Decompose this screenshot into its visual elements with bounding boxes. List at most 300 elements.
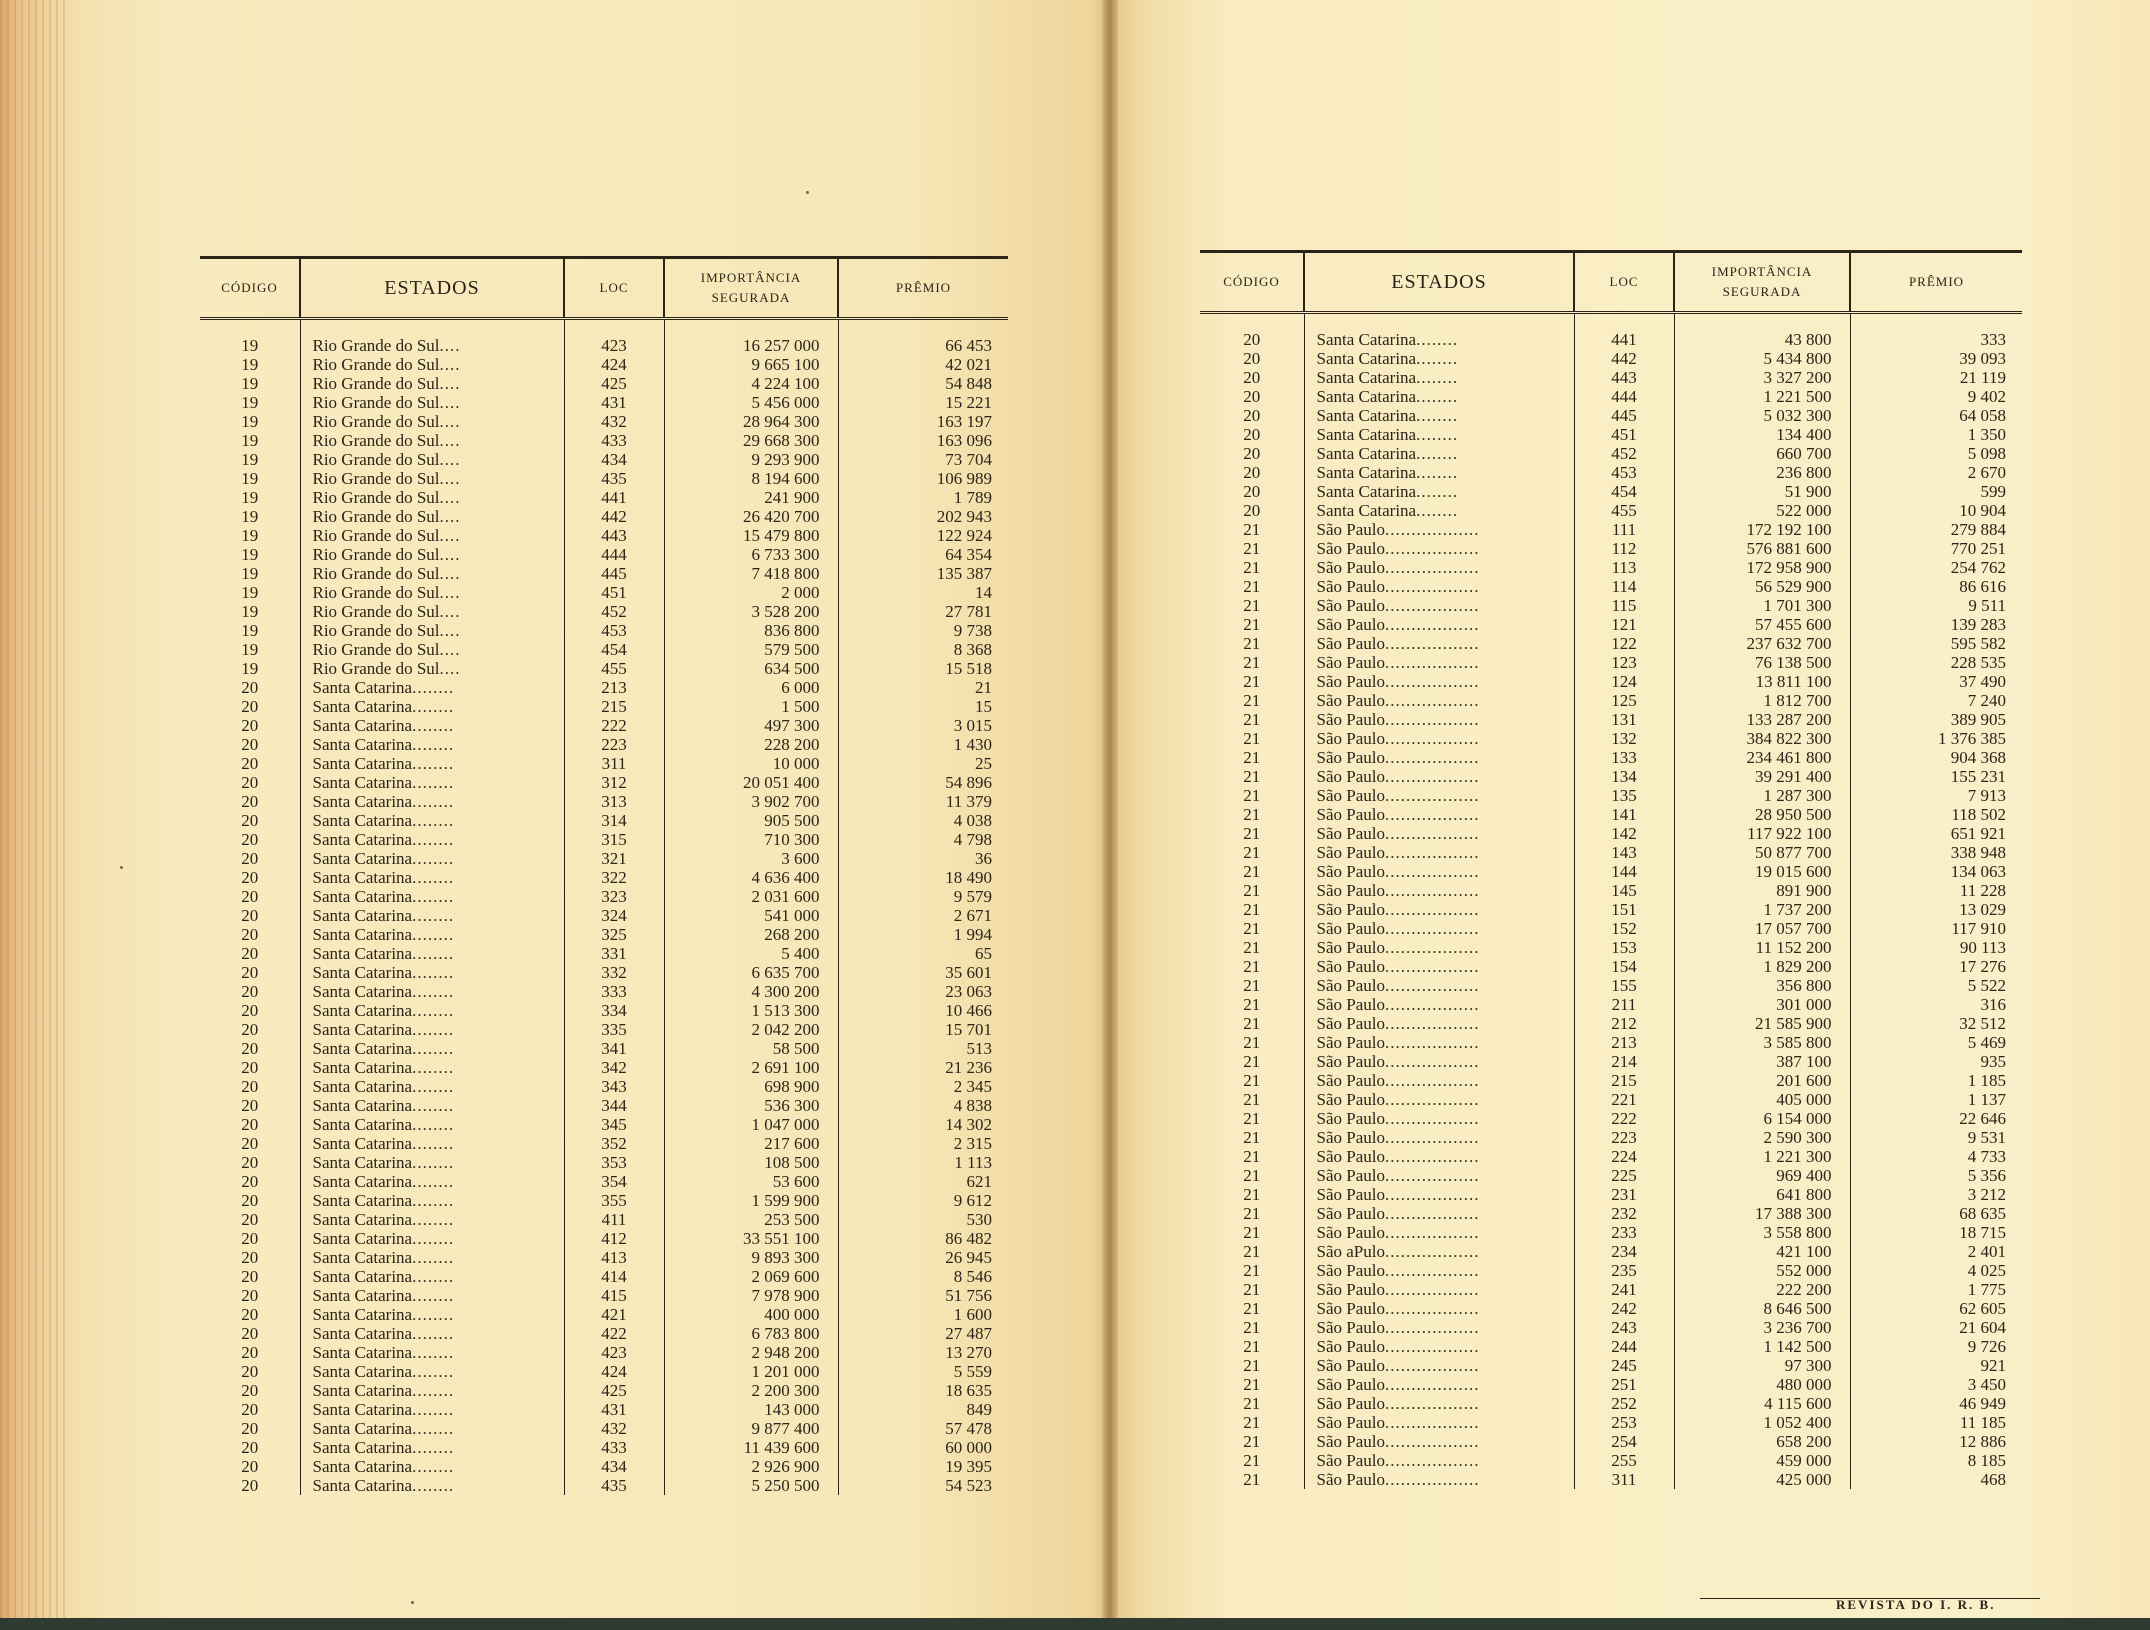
row-codigo: 19	[200, 602, 300, 621]
leader-dots: ........	[412, 1058, 455, 1077]
row-importancia: 76 138 500	[1674, 653, 1850, 672]
leader-dots: ..................	[1384, 1451, 1480, 1470]
row-premio: 163 197	[936, 412, 992, 431]
table-row	[200, 1153, 1008, 1172]
row-premio: 333	[1980, 330, 2006, 349]
leader-dots: ........	[412, 1020, 455, 1039]
table-row	[1200, 406, 2022, 425]
row-importancia: 236 800	[1674, 463, 1850, 482]
row-loc: 214	[1574, 1052, 1674, 1071]
row-premio: 54 523	[945, 1476, 992, 1495]
row-codigo: 20	[200, 830, 300, 849]
row-premio: 122 924	[936, 526, 992, 545]
row-premio: 1 600	[953, 1305, 992, 1324]
state-name: Santa Catarina	[312, 1210, 413, 1229]
row-estado	[1304, 1394, 1574, 1413]
row-importancia: 459 000	[1674, 1451, 1850, 1470]
row-premio: 64 058	[1959, 406, 2006, 425]
row-estado	[300, 716, 564, 735]
row-estado	[1304, 1090, 1574, 1109]
row-premio: 14	[975, 583, 992, 602]
row-loc: 223	[564, 735, 664, 754]
row-loc: 334	[564, 1001, 664, 1020]
row-loc: 145	[1574, 881, 1674, 900]
row-codigo: 20	[200, 811, 300, 830]
table-row	[1200, 1128, 2022, 1147]
row-estado	[1304, 1375, 1574, 1394]
row-codigo: 20	[200, 1115, 300, 1134]
row-importancia: 3 585 800	[1674, 1033, 1850, 1052]
row-premio: 118 502	[1951, 805, 2006, 824]
state-name: Santa Catarina	[312, 1229, 413, 1248]
state-name: São Paulo	[1316, 1185, 1385, 1204]
row-importancia: 133 287 200	[1674, 710, 1850, 729]
row-loc: 344	[564, 1096, 664, 1115]
header-loc: LOC	[564, 258, 664, 319]
row-premio: 4 025	[1967, 1261, 2006, 1280]
header-premio: PRÊMIO	[1850, 252, 2022, 313]
row-importancia: 1 052 400	[1674, 1413, 1850, 1432]
row-loc: 423	[564, 1343, 664, 1362]
table-row	[1200, 1318, 2022, 1337]
leader-dots: ........	[412, 1476, 455, 1495]
state-name: Rio Grande do Sul	[312, 526, 440, 545]
row-premio: 13 029	[1959, 900, 2006, 919]
row-importancia: 97 300	[1674, 1356, 1850, 1375]
row-premio: 935	[1980, 1052, 2006, 1071]
table-header	[1200, 252, 2022, 313]
row-codigo: 20	[200, 1134, 300, 1153]
row-importancia: 4 115 600	[1674, 1394, 1850, 1413]
leader-dots: ..................	[1384, 596, 1480, 615]
row-codigo: 21	[1200, 653, 1304, 672]
row-codigo: 21	[1200, 995, 1304, 1014]
table-row	[200, 868, 1008, 887]
row-importancia: 108 500	[664, 1153, 838, 1172]
row-codigo: 21	[1200, 805, 1304, 824]
row-premio: 4 798	[953, 830, 992, 849]
row-estado	[300, 526, 564, 545]
leader-dots: ........	[412, 1172, 455, 1191]
row-codigo: 21	[1200, 596, 1304, 615]
row-importancia: 217 600	[664, 1134, 838, 1153]
row-loc: 425	[564, 1381, 664, 1400]
state-name: Rio Grande do Sul	[312, 564, 440, 583]
row-estado	[300, 1400, 564, 1419]
row-loc: 421	[564, 1305, 664, 1324]
state-name: Santa Catarina	[312, 1438, 413, 1457]
table-row	[200, 1248, 1008, 1267]
row-estado	[1304, 729, 1574, 748]
row-premio: 9 531	[1967, 1128, 2006, 1147]
row-importancia: 356 800	[1674, 976, 1850, 995]
state-name: Santa Catarina	[312, 1001, 413, 1020]
row-loc: 445	[1574, 406, 1674, 425]
table-row	[1200, 1261, 2022, 1280]
row-premio: 64 354	[945, 545, 992, 564]
row-estado	[1304, 1242, 1574, 1261]
row-codigo: 20	[1200, 501, 1304, 520]
row-estado	[1304, 1356, 1574, 1375]
row-importancia: 51 900	[1674, 482, 1850, 501]
row-premio: 2 315	[953, 1134, 992, 1153]
row-estado	[300, 697, 564, 716]
row-estado	[1304, 881, 1574, 900]
row-codigo: 20	[1200, 387, 1304, 406]
table-row	[200, 564, 1008, 583]
row-importancia: 576 881 600	[1674, 539, 1850, 558]
row-estado	[1304, 444, 1574, 463]
row-estado	[300, 1115, 564, 1134]
paper-speck	[120, 866, 123, 869]
row-estado	[300, 1172, 564, 1191]
row-codigo: 19	[200, 431, 300, 450]
row-loc: 242	[1574, 1299, 1674, 1318]
row-loc: 224	[1574, 1147, 1674, 1166]
row-importancia: 634 500	[664, 659, 838, 678]
table-row	[200, 1476, 1008, 1495]
row-loc: 431	[564, 393, 664, 412]
row-premio: 54 896	[945, 773, 992, 792]
row-importancia: 3 528 200	[664, 602, 838, 621]
row-codigo: 20	[200, 1362, 300, 1381]
row-estado	[300, 1191, 564, 1210]
table-row	[200, 811, 1008, 830]
row-importancia: 117 922 100	[1674, 824, 1850, 843]
row-estado	[300, 1362, 564, 1381]
row-loc: 454	[1574, 482, 1674, 501]
leader-dots: ........	[1416, 406, 1459, 425]
row-codigo: 21	[1200, 615, 1304, 634]
row-codigo: 20	[1200, 463, 1304, 482]
state-name: São Paulo	[1316, 995, 1385, 1014]
row-loc: 253	[1574, 1413, 1674, 1432]
row-importancia: 1 513 300	[664, 1001, 838, 1020]
state-name: São Paulo	[1316, 1318, 1385, 1337]
row-estado	[300, 488, 564, 507]
row-premio: 651 921	[1950, 824, 2006, 843]
row-loc: 311	[564, 754, 664, 773]
row-estado	[1304, 1014, 1574, 1033]
row-estado	[300, 1457, 564, 1476]
row-estado	[1304, 425, 1574, 444]
row-loc: 144	[1574, 862, 1674, 881]
table-row	[200, 849, 1008, 868]
row-estado	[1304, 1451, 1574, 1470]
row-importancia: 1 221 300	[1674, 1147, 1850, 1166]
leader-dots: ....	[439, 602, 461, 621]
paper-speck	[411, 1601, 414, 1604]
state-name: Santa Catarina	[312, 773, 413, 792]
leader-dots: ..................	[1384, 786, 1480, 805]
row-codigo: 20	[200, 849, 300, 868]
row-estado	[1304, 558, 1574, 577]
table-row	[1200, 387, 2022, 406]
leader-dots: ........	[412, 1286, 455, 1305]
table-row	[200, 925, 1008, 944]
table-body	[1200, 313, 2022, 1490]
leader-dots: ........	[412, 887, 455, 906]
row-estado	[300, 545, 564, 564]
row-loc: 454	[564, 640, 664, 659]
row-estado	[300, 1381, 564, 1400]
row-estado	[1304, 748, 1574, 767]
row-loc: 441	[564, 488, 664, 507]
row-importancia: 11 439 600	[664, 1438, 838, 1457]
row-importancia: 1 829 200	[1674, 957, 1850, 976]
row-importancia: 4 224 100	[664, 374, 838, 393]
row-importancia: 9 665 100	[664, 355, 838, 374]
leader-dots: ........	[412, 697, 455, 716]
row-codigo: 21	[1200, 691, 1304, 710]
state-name: São Paulo	[1316, 672, 1385, 691]
row-premio: 2 671	[953, 906, 992, 925]
leader-dots: ..................	[1384, 748, 1480, 767]
row-codigo: 21	[1200, 1090, 1304, 1109]
row-estado	[300, 1248, 564, 1267]
table-row	[200, 1229, 1008, 1248]
table-row	[200, 1001, 1008, 1020]
row-importancia: 6 154 000	[1674, 1109, 1850, 1128]
row-estado	[300, 754, 564, 773]
row-loc: 442	[1574, 349, 1674, 368]
row-premio: 18 715	[1959, 1223, 2006, 1242]
row-estado	[300, 887, 564, 906]
table-row	[1200, 1432, 2022, 1451]
row-importancia: 53 600	[664, 1172, 838, 1191]
row-premio: 15 701	[945, 1020, 992, 1039]
row-premio: 1 376 385	[1938, 729, 2006, 748]
header-importancia: IMPORTÂNCIA	[700, 270, 802, 285]
table-row	[1200, 482, 2022, 501]
row-estado	[300, 849, 564, 868]
row-estado	[1304, 577, 1574, 596]
row-premio: 13 270	[945, 1343, 992, 1362]
row-codigo: 20	[200, 754, 300, 773]
leader-dots: ..................	[1384, 558, 1480, 577]
state-name: São Paulo	[1316, 824, 1385, 843]
table-row	[1200, 444, 2022, 463]
row-importancia: 5 032 300	[1674, 406, 1850, 425]
row-codigo: 21	[1200, 1223, 1304, 1242]
state-name: Rio Grande do Sul	[312, 374, 440, 393]
state-name: Santa Catarina	[312, 1343, 413, 1362]
row-premio: 389 905	[1950, 710, 2006, 729]
state-name: São Paulo	[1316, 1090, 1385, 1109]
table-row	[1200, 1375, 2022, 1394]
row-loc: 355	[564, 1191, 664, 1210]
leader-dots: ..................	[1384, 824, 1480, 843]
row-premio: 228 535	[1950, 653, 2006, 672]
row-loc: 444	[564, 545, 664, 564]
row-importancia: 20 051 400	[664, 773, 838, 792]
state-name: Santa Catarina	[312, 1267, 413, 1286]
row-loc: 213	[1574, 1033, 1674, 1052]
row-premio: 5 469	[1967, 1033, 2006, 1052]
row-estado	[1304, 615, 1574, 634]
leader-dots: ........	[412, 1115, 455, 1134]
table-row	[1200, 520, 2022, 539]
table-row	[200, 431, 1008, 450]
table-row	[1200, 1147, 2022, 1166]
row-importancia: 228 200	[664, 735, 838, 754]
row-loc: 155	[1574, 976, 1674, 995]
row-estado	[300, 659, 564, 678]
leader-dots: ..................	[1384, 805, 1480, 824]
row-codigo: 20	[1200, 482, 1304, 501]
state-name: São Paulo	[1316, 1299, 1385, 1318]
row-loc: 123	[1574, 653, 1674, 672]
row-codigo: 20	[200, 1438, 300, 1457]
state-name: Santa Catarina	[312, 678, 413, 697]
table-row	[1200, 425, 2022, 444]
row-loc: 121	[1574, 615, 1674, 634]
row-codigo: 20	[200, 982, 300, 1001]
header-premio: PRÊMIO	[838, 258, 1008, 319]
row-importancia: 1 701 300	[1674, 596, 1850, 615]
leader-dots: ..................	[1384, 1356, 1480, 1375]
row-estado	[300, 1020, 564, 1039]
row-codigo: 20	[200, 1381, 300, 1400]
row-estado	[300, 1305, 564, 1324]
row-codigo: 20	[200, 887, 300, 906]
leader-dots: ........	[412, 678, 455, 697]
row-estado	[300, 1343, 564, 1362]
state-name: São Paulo	[1316, 1356, 1385, 1375]
row-codigo: 21	[1200, 976, 1304, 995]
row-premio: 21	[975, 678, 992, 697]
book-cover-edge	[0, 1618, 2150, 1630]
row-codigo: 20	[200, 1343, 300, 1362]
row-importancia: 172 958 900	[1674, 558, 1850, 577]
table-row	[1200, 938, 2022, 957]
row-codigo: 21	[1200, 1470, 1304, 1489]
row-estado	[300, 564, 564, 583]
table-row	[200, 1210, 1008, 1229]
state-name: Santa Catarina	[1316, 330, 1417, 349]
row-premio: 42 021	[945, 355, 992, 374]
row-importancia: 50 877 700	[1674, 843, 1850, 862]
row-importancia: 26 420 700	[664, 507, 838, 526]
state-name: Santa Catarina	[312, 716, 413, 735]
state-name: Santa Catarina	[312, 963, 413, 982]
row-importancia: 2 200 300	[664, 1381, 838, 1400]
row-loc: 331	[564, 944, 664, 963]
row-estado	[1304, 539, 1574, 558]
table-row	[1200, 1470, 2022, 1489]
row-loc: 325	[564, 925, 664, 944]
row-codigo: 21	[1200, 1014, 1304, 1033]
row-loc: 443	[564, 526, 664, 545]
row-loc: 251	[1574, 1375, 1674, 1394]
row-loc: 432	[564, 412, 664, 431]
row-loc: 215	[564, 697, 664, 716]
table-body	[200, 319, 1008, 1496]
row-estado	[300, 1419, 564, 1438]
row-loc: 244	[1574, 1337, 1674, 1356]
state-name: Santa Catarina	[312, 944, 413, 963]
row-codigo: 19	[200, 526, 300, 545]
row-codigo: 20	[200, 1229, 300, 1248]
row-loc: 412	[564, 1229, 664, 1248]
state-name: Santa Catarina	[312, 1020, 413, 1039]
leader-dots: ....	[439, 355, 461, 374]
state-name: Santa Catarina	[1316, 406, 1417, 425]
row-importancia: 1 201 000	[664, 1362, 838, 1381]
state-name: São Paulo	[1316, 691, 1385, 710]
row-premio: 12 886	[1959, 1432, 2006, 1451]
table-row	[1200, 539, 2022, 558]
row-importancia: 13 811 100	[1674, 672, 1850, 691]
row-loc: 125	[1574, 691, 1674, 710]
row-importancia: 536 300	[664, 1096, 838, 1115]
row-estado	[300, 507, 564, 526]
state-name: Rio Grande do Sul	[312, 450, 440, 469]
table-row	[1200, 1109, 2022, 1128]
leader-dots: ..................	[1384, 1375, 1480, 1394]
row-loc: 434	[564, 450, 664, 469]
leader-dots: ........	[1416, 482, 1459, 501]
row-codigo: 20	[200, 1248, 300, 1267]
leader-dots: ..................	[1384, 1128, 1480, 1147]
state-name: Santa Catarina	[312, 868, 413, 887]
row-loc: 414	[564, 1267, 664, 1286]
table-row	[200, 1305, 1008, 1324]
row-premio: 19 395	[945, 1457, 992, 1476]
leader-dots: ........	[412, 868, 455, 887]
leader-dots: ........	[412, 1438, 455, 1457]
table-row	[1200, 558, 2022, 577]
row-codigo: 20	[200, 925, 300, 944]
row-estado	[300, 811, 564, 830]
row-estado	[300, 1476, 564, 1495]
row-importancia: 143 000	[664, 1400, 838, 1419]
row-estado	[300, 982, 564, 1001]
row-premio: 23 063	[945, 982, 992, 1001]
row-codigo: 20	[200, 1058, 300, 1077]
row-loc: 453	[1574, 463, 1674, 482]
leader-dots: ..................	[1384, 1147, 1480, 1166]
row-importancia: 2 691 100	[664, 1058, 838, 1077]
leader-dots: ..................	[1384, 1033, 1480, 1052]
state-name: Santa Catarina	[312, 697, 413, 716]
row-premio: 14 302	[945, 1115, 992, 1134]
table-row	[1200, 805, 2022, 824]
leader-dots: ..................	[1384, 862, 1480, 881]
table-row	[1200, 577, 2022, 596]
row-premio: 770 251	[1950, 539, 2006, 558]
state-name: São Paulo	[1316, 1014, 1385, 1033]
state-name: São Paulo	[1316, 615, 1385, 634]
header-estados: ESTADOS	[300, 258, 564, 319]
row-codigo: 20	[200, 906, 300, 925]
table-row	[200, 1267, 1008, 1286]
table-row	[200, 488, 1008, 507]
row-loc: 452	[564, 602, 664, 621]
leader-dots: ..................	[1384, 520, 1480, 539]
table-row	[200, 678, 1008, 697]
row-importancia: 201 600	[1674, 1071, 1850, 1090]
row-importancia: 56 529 900	[1674, 577, 1850, 596]
row-codigo: 19	[200, 545, 300, 564]
state-name: São Paulo	[1316, 1451, 1385, 1470]
row-loc: 255	[1574, 1451, 1674, 1470]
table-row	[200, 754, 1008, 773]
table-row	[200, 982, 1008, 1001]
row-importancia: 1 500	[664, 697, 838, 716]
table-row	[1200, 653, 2022, 672]
row-loc: 124	[1574, 672, 1674, 691]
